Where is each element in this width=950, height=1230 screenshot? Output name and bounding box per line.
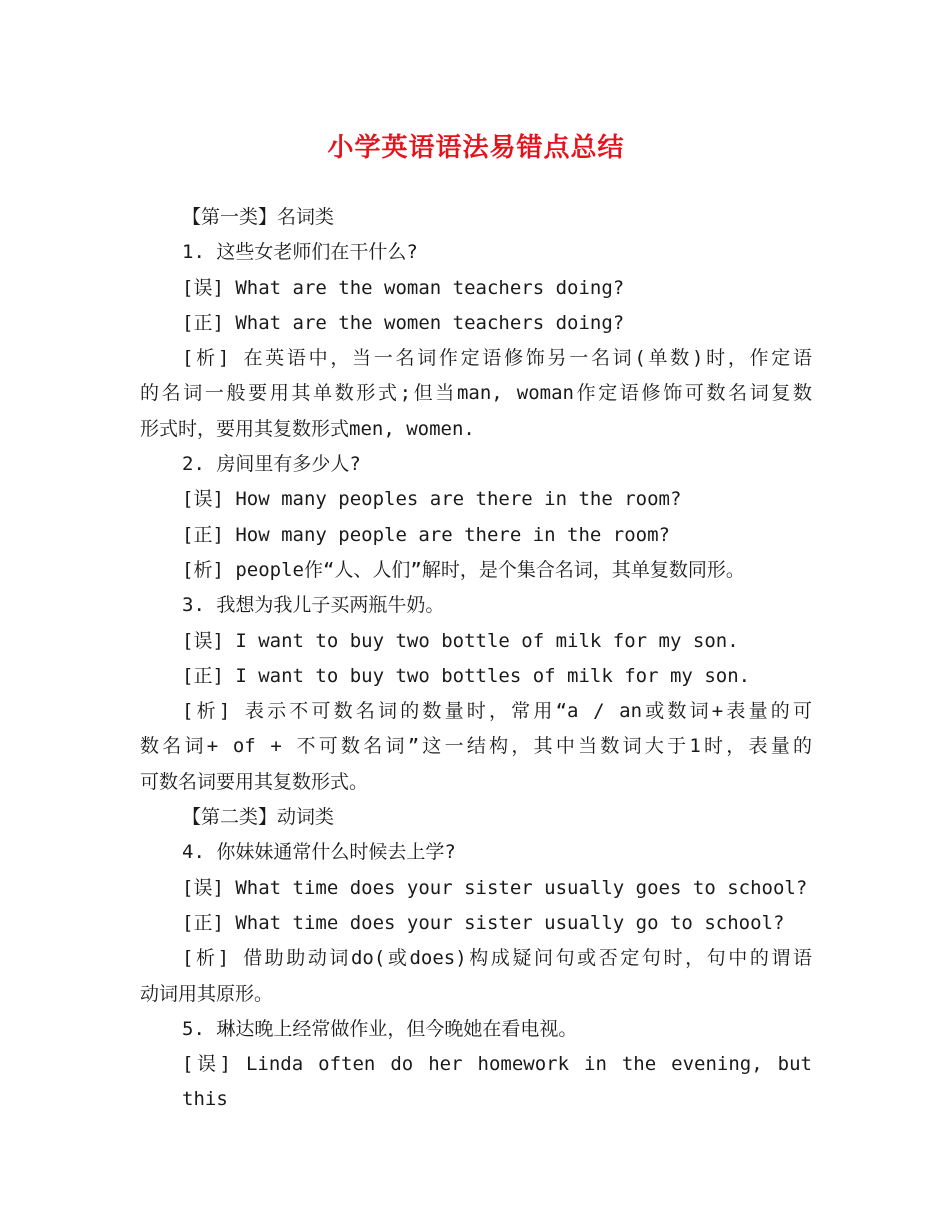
wrong-example-line: [误] Linda often do her homework in the evening, but this [182, 1053, 812, 1111]
analysis-line: 数名词+ of + 不可数名词”这一结构，其中当数词大于1时，表量的 [140, 735, 812, 758]
document-body [140, 200, 812, 1111]
wrong-example-line: [误] What time does your sister usually goes to school? [182, 876, 808, 899]
question-line: 2. 房间里有多少人? [182, 453, 361, 476]
analysis-line: 的名词一般要用其单数形式;但当man, woman作定语修饰可数名词复数 [140, 382, 812, 405]
question-line: 5. 琳达晚上经常做作业，但今晚她在看电视。 [182, 1017, 578, 1040]
analysis-line: [析] 在英语中，当一名词作定语修饰另一名词(单数)时，作定语 [182, 347, 812, 370]
analysis-line: 形式时，要用其复数形式men, women. [140, 417, 475, 440]
question-line: 3. 我想为我儿子买两瓶牛奶。 [182, 594, 445, 617]
correct-example-line: [正] I want to buy two bottles of milk for my son. [182, 664, 751, 687]
analysis-line: 可数名词要用其复数形式。 [140, 770, 369, 793]
question-line: 4. 你妹妹通常什么时候去上学? [182, 841, 456, 864]
correct-example-line: [正] How many people are there in the room? [182, 523, 670, 546]
analysis-line: [析] 表示不可数名词的数量时，常用“a / an或数词+表量的可 [182, 700, 812, 723]
correct-example-line: [正] What are the women teachers doing? [182, 311, 625, 334]
analysis-line: [析] 借助助动词do(或does)构成疑问句或否定句时，句中的谓语 [182, 947, 812, 970]
analysis-line: 动词用其原形。 [140, 982, 274, 1005]
wrong-example-line: [误] What are the woman teachers doing? [182, 276, 625, 299]
correct-example-line: [正] What time does your sister usually go to school? [182, 911, 785, 934]
document-title: 小学英语语法易错点总结 [327, 133, 625, 163]
section-heading: 【第一类】名词类 [182, 206, 335, 228]
wrong-example-line: [误] How many peoples are there in the room? [182, 488, 682, 511]
section-heading: 【第二类】动词类 [182, 806, 335, 829]
question-line: 1. 这些女老师们在干什么? [182, 241, 418, 264]
analysis-line: [析] people作“人、人们”解时，是个集合名词，其单复数同形。 [182, 558, 745, 581]
wrong-example-line: [误] I want to buy two bottle of milk for my son. [182, 629, 739, 652]
